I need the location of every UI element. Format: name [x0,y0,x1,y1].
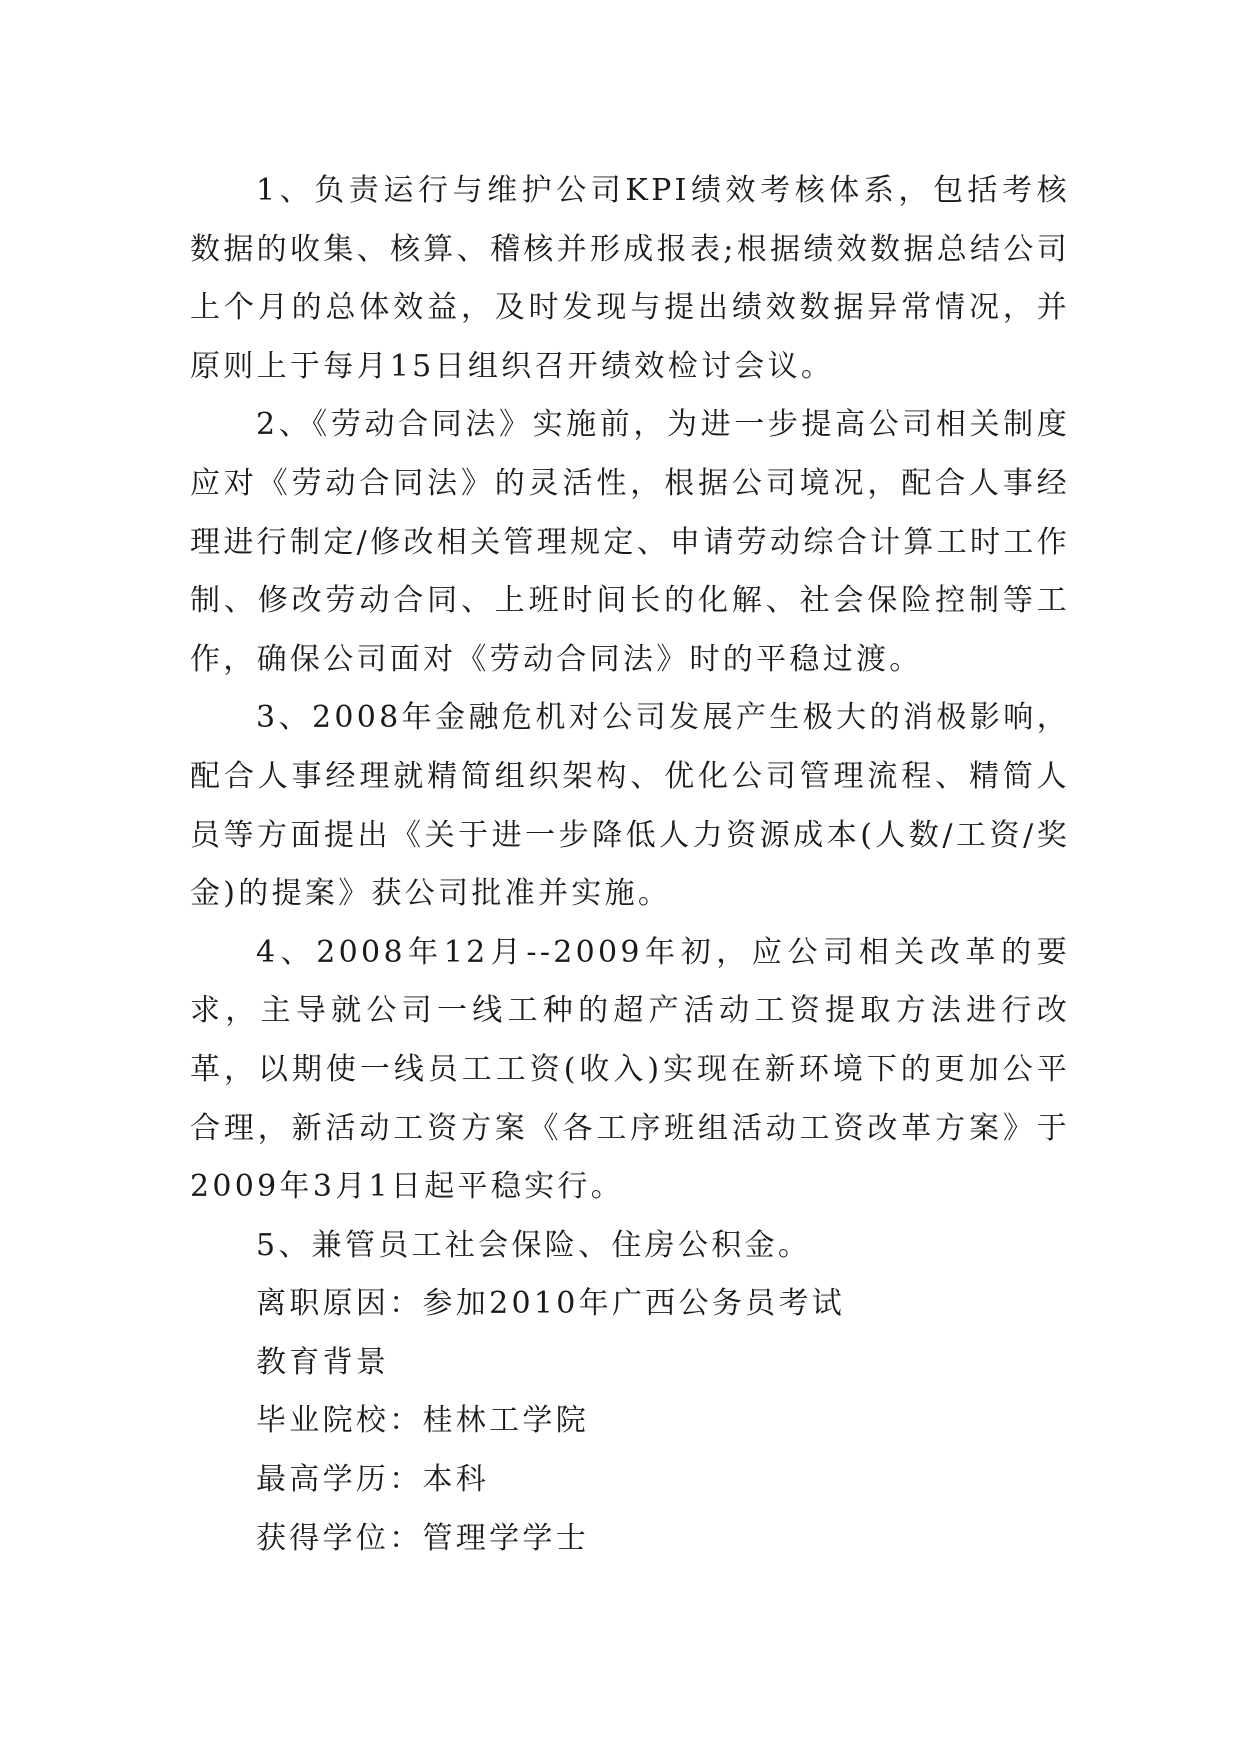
education-heading: 教育背景 [256,1344,390,1380]
resign-reason: 离职原因：参加2010年广西公务员考试 [256,1286,846,1322]
duty-paragraph-2: 2、《劳动合同法》实施前，为进一步提高公司相关制度应对《劳动合同法》的灵活性，根据公司境况，配合人事经理进行制定/修改相关管理规定、申请劳动综合计算工时工作制、修改劳动合同、上班时间长的化解、社会保险控制等工作，确保公司面对《劳动合同法》时的平稳过渡。 [190,407,1070,677]
duty-paragraph-3: 3、2008年金融危机对公司发展产生极大的消极影响，配合人事经理就精简组织架构、优化公司管理流程、精简人员等方面提出《关于进一步降低人力资源成本(人数/工资/奖金)的提案》获公司批准并实施。 [190,700,1070,912]
duty-paragraph-4: 4、2008年12月--2009年初，应公司相关改革的要求，主导就公司一线工种的超产活动工资提取方法进行改革，以期使一线员工工资(收入)实现在新环境下的更加公平合理，新活动工资方案《各工序班组活动工资改革方案》于2009年3月1日起平稳实行。 [190,934,1070,1205]
duty-paragraph-5: 5、兼管员工社会保险、住房公积金。 [256,1227,812,1263]
degree-line: 获得学位：管理学学士 [256,1520,589,1556]
degree-level-line: 最高学历：本科 [256,1462,490,1498]
duty-paragraph-1: 1、负责运行与维护公司KPI绩效考核体系，包括考核数据的收集、核算、稽核并形成报表;根据绩效数据总结公司上个月的总体效益，及时发现与提出绩效数据异常情况，并原则上于每月15日组织召开绩效检讨会议。 [190,173,1070,384]
document-body [190,162,1070,1568]
school-line: 毕业院校：桂林工学院 [256,1403,589,1439]
